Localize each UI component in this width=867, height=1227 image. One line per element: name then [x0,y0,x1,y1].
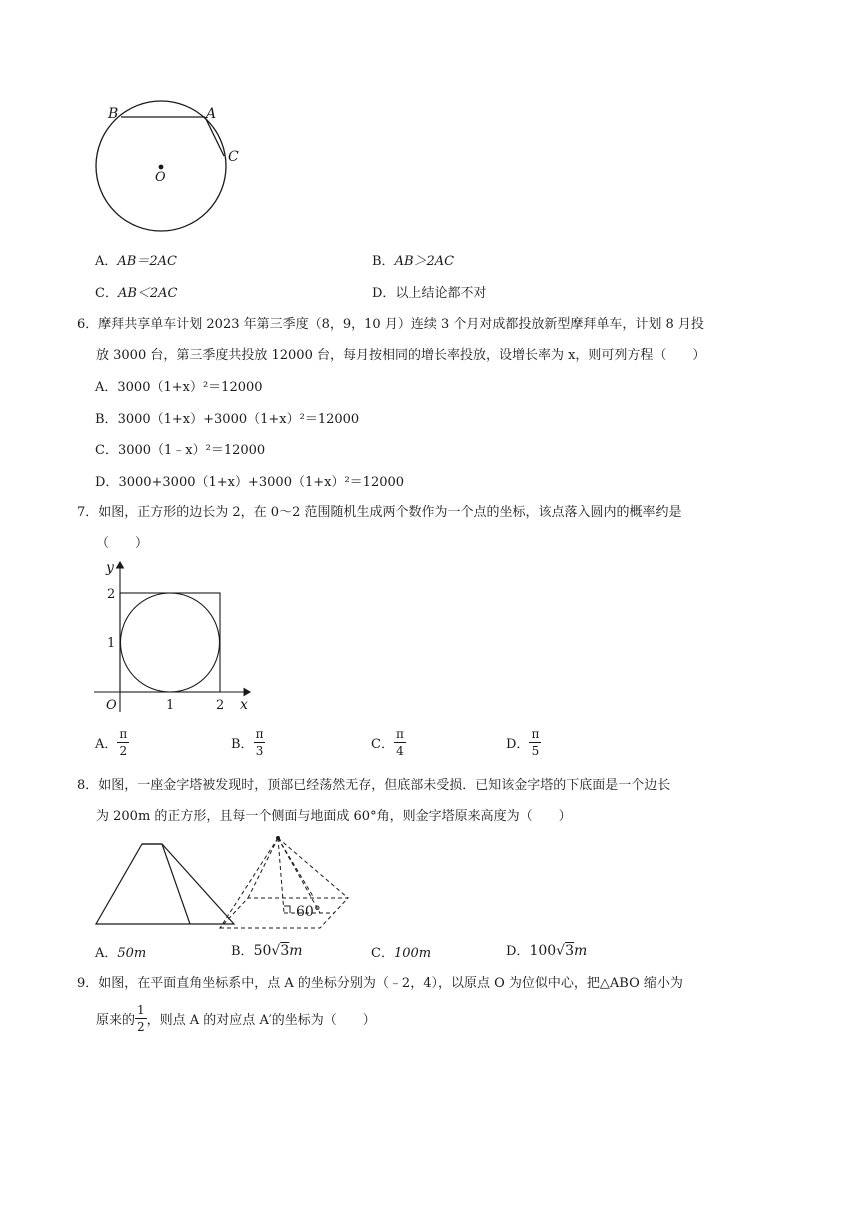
label-o: O [155,170,166,185]
q5-option-c-text: AB＜2AC [117,286,178,301]
q5-option-d-letter: D． [372,286,396,301]
q6-option-a-letter: A． [95,380,118,395]
y-tick-1: 1 [107,636,116,651]
q8-option-b-letter: B． [231,944,254,959]
q6-option-d-letter: D． [95,475,119,490]
q7-stem-line2: （ ） [96,536,149,551]
origin-label: O [106,698,117,713]
q8-option-a [95,942,146,961]
q8-option-c-letter: C． [371,946,394,961]
q7-option-b-fraction [254,728,266,757]
q6-option-d [95,471,404,490]
q8-option-c [371,942,431,961]
q7-option-d-num: π [531,727,540,741]
q7-option-a-num: π [119,727,128,741]
q5-option-a-letter: A． [95,254,118,269]
q6-option-c [95,439,265,458]
q6-option-b-text: 3000（1+x）+3000（1+x）²＝12000 [117,412,360,427]
q8-option-d [506,940,587,959]
q8-option-d-pre: 100 [529,943,557,959]
q6-option-c-letter: C． [95,443,118,458]
q7-option-c-fraction [394,728,406,757]
q8-option-d-post: m [574,943,588,959]
q7-option-b [231,728,265,757]
q8-option-d-letter: D． [506,944,530,959]
q9-stem-post: ，则点 A 的对应点 A′的坐标为（ ） [146,1013,376,1028]
chord-ac [205,117,224,156]
q8-option-b-pre: 50 [253,943,272,959]
pyramid-edge-6 [278,838,320,913]
x-axis-label: x [240,697,248,713]
sqrt-symbol: √ [556,943,566,959]
q8-option-c-text: 100m [393,946,432,961]
x-tick-1: 1 [166,698,175,713]
q7-option-d [506,728,541,757]
pyramid-edge-3 [278,838,284,913]
pyramid-edge-5 [278,838,348,898]
sqrt-symbol: √ [271,943,281,959]
q7-option-c-letter: C． [371,737,394,752]
q8-option-a-letter: A． [95,946,118,961]
q8-option-a-text: 50m [117,946,147,961]
q8-option-b-post: m [289,943,303,959]
q6-option-c-text: 3000（1﹣x）²＝12000 [117,443,266,458]
q5-option-b [372,250,454,269]
q7-option-c-den: 4 [396,744,404,758]
q9-fraction [135,1004,147,1033]
y-axis-label: y [106,560,114,576]
frustum-edge [162,844,190,924]
q8-stem-line1: 8．如图，一座金字塔被发现时，顶部已经荡然无存，但底部未受损．已知该金字塔的下底面是一个边长 [77,778,671,793]
q8-option-d-rad: 3 [565,943,575,959]
q7-option-a [95,728,129,757]
inscribed-circle [121,593,220,692]
right-angle-mark [284,906,290,913]
q7-option-d-fraction [529,728,541,757]
q5-option-b-text: AB＞2AC [394,254,455,269]
q7-stem-line1: 7．如图，正方形的边长为 2，在 0～2 范围随机生成两个数作为一个点的坐标，该点落入圆内的概率约是 [77,505,682,520]
pyramid-edge-2 [248,838,278,898]
q7-option-b-num: π [255,727,264,741]
q8-option-b-rad: 3 [280,943,290,959]
center-point [159,165,164,170]
q5-option-d-text: 以上结论都不对 [395,286,487,301]
q6-stem-line2: 放 3000 台，第三季度共投放 12000 台，每月按相同的增长率投放，设增长率为 x，则可列方程（ ） [96,348,706,363]
q7-option-c [371,728,406,757]
q6-option-d-text: 3000+3000（1+x）+3000（1+x）²＝12000 [118,475,405,490]
q9-frac-num: 1 [137,1003,145,1017]
angle-label: 60° [296,904,321,920]
q5-option-a-text: AB＝2AC [117,254,177,269]
y-tick-2: 2 [107,587,116,602]
x-tick-2: 2 [216,698,225,713]
q6-option-a-text: 3000（1+x）²＝12000 [117,380,263,395]
q9-stem-line1: 9．如图，在平面直角坐标系中，点 A 的坐标分别为（﹣2，4），以原点 O 为位似中心，把△ABO 缩小为 [77,976,683,991]
q6-stem-line1: 6．摩拜共享单车计划 2023 年第三季度（8，9，10 月）连续 3 个月对成都投放新型摩拜单车，计划 8 月投 [77,317,704,332]
q7-option-d-den: 5 [531,744,540,758]
q7-option-a-den: 2 [119,744,128,758]
q7-option-b-letter: B． [231,737,254,752]
q7-option-a-letter: A． [95,737,118,752]
q9-frac-den: 2 [137,1020,145,1034]
label-a: A [206,106,217,122]
pyramid-edge-1 [220,838,278,928]
label-c: C [228,149,239,165]
q7-option-d-letter: D． [506,737,530,752]
q6-option-b [95,408,359,427]
q5-option-c-letter: C． [95,286,118,301]
q6-option-a [95,376,263,395]
q5-option-d [372,282,486,301]
q5-option-b-letter: B． [372,254,395,269]
q9-stem-line2 [96,1004,376,1033]
q7-option-b-den: 3 [255,744,264,758]
label-b: B [108,106,119,122]
q6-option-b-letter: B． [95,412,118,427]
pyramid-figure [94,832,356,934]
q5-option-a [95,250,177,269]
frustum-outline [96,844,234,924]
circle-chord-figure [88,96,248,242]
q5-option-c [95,282,178,301]
q8-option-b [231,940,303,959]
q9-stem-pre: 原来的 [96,1013,136,1028]
square-circle-figure [90,556,260,716]
q7-option-c-num: π [395,727,404,741]
q7-option-a-fraction [117,728,129,757]
q8-stem-line2: 为 200m 的正方形，且每一个侧面与地面成 60°角，则金字塔原来高度为（ ） [96,809,572,824]
